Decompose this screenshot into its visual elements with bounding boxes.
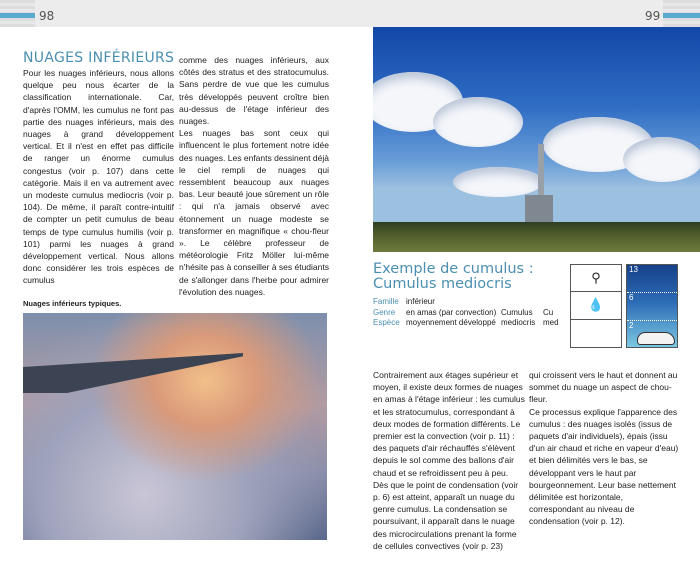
paragraph: Pour les nuages inférieurs, nous allons quelque peu nous écarter de la classification internationale. Car, d'après l'OMM, les cumulus ne font pas partie des nuages inférieurs, mais des nuages à grand développement vertical. Et il n'est en effet pas difficile de ranger un énorme cumulus congestus (voir p. 107) dans cette catégorie. Mais il en va autrement avec un modeste cumulus mediocris (voir p. 104). De même, il paraît contre-intuitif de compter un petit cumulus de beau temps de type cumulus humilis (voir p. 101) parmi les nuages à grand développement vertical. Nous allons donc considérer les trois espèces de cumulus <box>23 68 174 286</box>
paragraph: qui croissent vers le haut et donnent au sommet du nuage un aspect de chou-fleur. <box>529 370 678 405</box>
person-icon: ⚲ <box>571 265 621 292</box>
fact-row: Famille inférieur <box>373 297 435 306</box>
altitude-label: 2 <box>629 321 634 330</box>
photo-caption: Nuages inférieurs typiques. <box>23 299 122 308</box>
page-number-right: 99 <box>645 9 661 23</box>
paragraph: Les nuages bas sont ceux qui influencent le plus fortement notre idée des nuages. Les enfants dessinent déjà le ciel rempli de nuages qui ressemblent beaucoup aux nuages bas. Leur beauté joue sûrement un rôle : qui n'a jamais observé avec étonnement un nuage modeste se transformer en magnifique « chou-fleur ». Le célèbre professeur de météorologie Fritz Möller lui-même n'hésite pas à conseiller à ses étudiants de s'allonger dans l'herbe pour admirer l'évolution des nuages. <box>179 128 329 297</box>
fact-row: Genre en amas (par convection) Cumulus Cu <box>373 307 554 317</box>
symbol-box <box>570 264 622 348</box>
cloud-icon <box>637 332 675 345</box>
section-heading: NUAGES INFÉRIEURS <box>23 50 175 66</box>
photo-cumulus-power-plant <box>373 27 700 252</box>
page-number-left: 98 <box>39 9 55 23</box>
photo-clouds-from-airplane <box>23 313 327 540</box>
paragraph: Dès que le point de condensation (voir p. 6) est atteint, apparaît un nuage du genre cumulus. La condensation se poursuivant, il apparaît dans le nuage des microcirculations prenant la forme de cellules convectives (voir p. 23) <box>373 479 519 551</box>
drop-icon: 💧 <box>571 292 621 319</box>
text-column <box>23 67 174 287</box>
paragraph: comme des nuages inférieurs, aux côtés des stratus et des stratocumulus. Sans perdre de vue que les cumulus très développés peuvent croître bien au-dessus de l'étage inférieur des nuages. <box>179 55 329 127</box>
text-column <box>529 369 679 528</box>
altitude-diagram <box>626 264 678 348</box>
text-column <box>179 54 329 298</box>
power-plant <box>525 195 553 225</box>
classification-table <box>373 297 559 329</box>
field <box>373 222 700 252</box>
airplane-wing <box>23 353 243 393</box>
header-accent-bar <box>0 13 35 18</box>
paragraph: Ce processus explique l'apparence des cumulus : des nuages isolés (issus de paquets d'air individuels), épais (issu d'un air chaud et riche en vapeur d'eau) et bien délimités vers le bas, se développant vers le haut par bourgeonnement. Leur base nettement délimitée est horizontale, correspondant au niveau de condensation (voir p. 12). <box>529 406 679 527</box>
altitude-label: 13 <box>629 265 638 274</box>
empty-symbol-cell <box>571 320 621 347</box>
text-column <box>373 369 525 552</box>
altitude-label: 6 <box>629 293 634 302</box>
fact-row: Espèce moyennement développé mediocris med <box>373 318 559 327</box>
header-accent-bar <box>663 13 700 18</box>
example-heading: Exemple de cumulus : Cumulus mediocris <box>373 261 534 292</box>
paragraph: Contrairement aux étages supérieur et moyen, il existe deux formes de nuages en amas à l'étage inférieur : les cumulus et les stratocumulus, correspondant à deux modes de formation différents. Le premier est la convection (voir p. 11) : des paquets d'air réchauffés s'élèvent depuis le sol comme des ballons d'air chaud et se refroidissent peu à peu. <box>373 370 525 478</box>
